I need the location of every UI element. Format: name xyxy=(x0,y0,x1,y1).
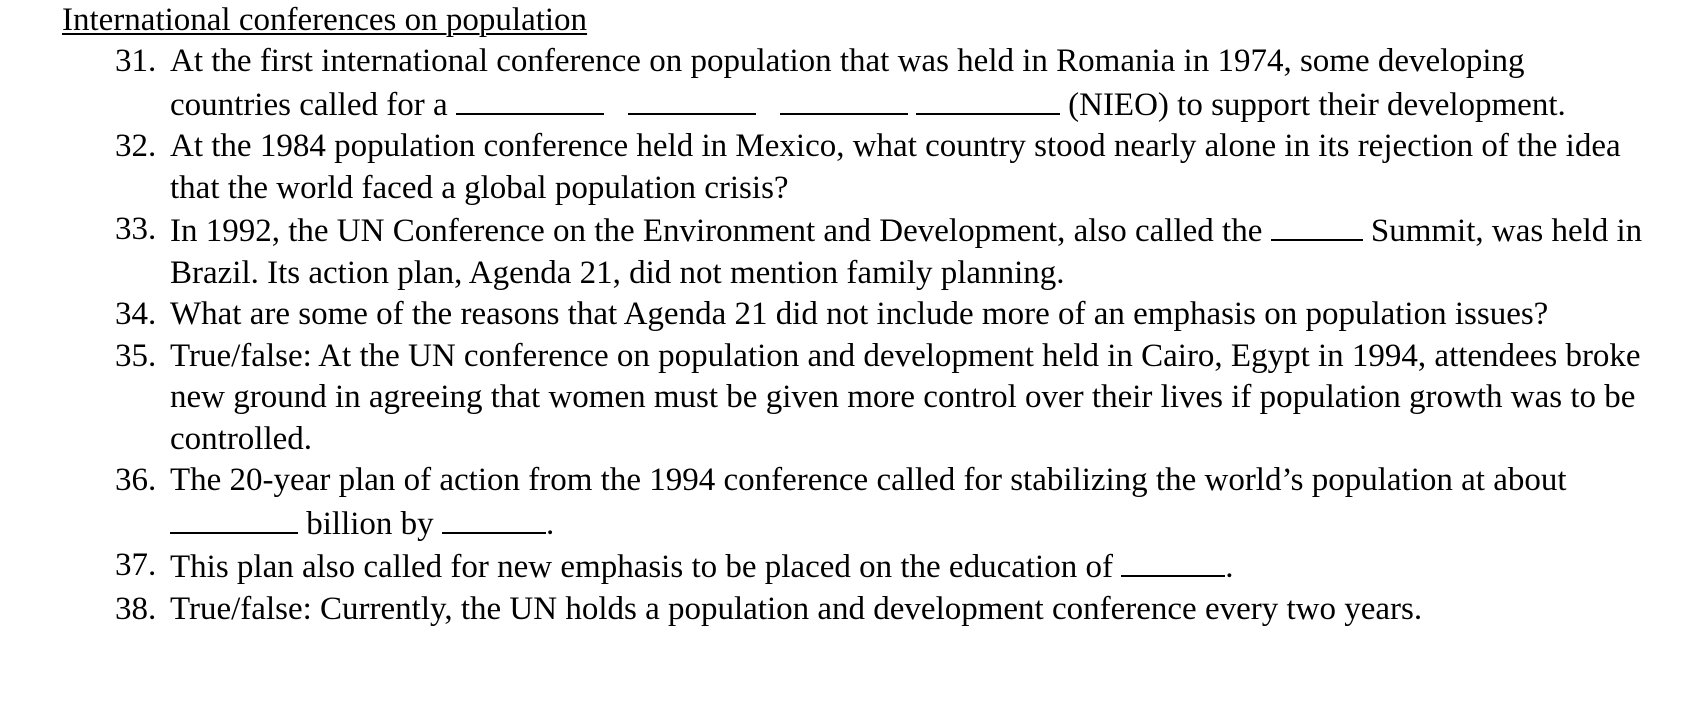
question-text-part: Summit, was held in Brazil. Its action plan, Agenda 21, did not mention family planning. xyxy=(170,213,1643,291)
question-text: What are some of the reasons that Agenda 21 did not include more of an emphasis on population issues? xyxy=(170,296,1549,332)
question-number: 35. xyxy=(115,337,157,374)
answer-blank[interactable] xyxy=(780,83,908,115)
answer-blank[interactable] xyxy=(170,502,298,534)
question-35 xyxy=(0,336,1650,461)
question-number: 38. xyxy=(115,590,157,627)
answer-blank[interactable] xyxy=(916,83,1060,115)
question-text-part: (NIEO) to support their development. xyxy=(1068,86,1566,123)
question-text-part: At the first international conference on population that was held in Romania in 1974, some developing countries called for a xyxy=(170,43,1525,123)
question-38 xyxy=(0,589,1650,631)
question-number: 37. xyxy=(115,547,157,583)
question-text xyxy=(170,545,1650,589)
question-37 xyxy=(0,545,1650,589)
question-text xyxy=(170,41,1650,126)
answer-blank[interactable] xyxy=(456,83,604,115)
question-34 xyxy=(0,294,1650,336)
question-text-part: . xyxy=(545,505,555,542)
question-31 xyxy=(0,41,1650,126)
question-text: True/false: At the UN conference on population and development held in Cairo, Egypt in 1994, attendees broke new ground in agreeing that women must be given more control over their lives if population growth was to be controlled. xyxy=(170,337,1641,457)
question-text-part: The 20-year plan of action from the 1994 conference called for stabilizing the world’s population at about xyxy=(170,462,1567,498)
question-text-part: In 1992, the UN Conference on the Environment and Development, also called the xyxy=(170,213,1263,249)
question-number: 34. xyxy=(115,296,157,332)
answer-blank[interactable] xyxy=(1121,545,1225,577)
question-text: At the 1984 population conference held in Mexico, what country stood nearly alone in its rejection of the idea that the world faced a global population crisis? xyxy=(170,128,1621,206)
question-text-part: . xyxy=(1225,549,1234,585)
answer-blank[interactable] xyxy=(628,83,756,115)
question-number: 36. xyxy=(115,462,157,498)
question-text-part: billion by xyxy=(306,505,434,542)
question-list xyxy=(0,41,1690,630)
question-32 xyxy=(0,126,1650,209)
section-heading: International conferences on population xyxy=(62,2,588,38)
question-text xyxy=(170,209,1650,294)
answer-blank[interactable] xyxy=(1271,209,1363,241)
question-text: True/false: Currently, the UN holds a population and development conference every two years. xyxy=(170,590,1423,627)
question-text-part: This plan also called for new emphasis to be placed on the education of xyxy=(170,549,1113,585)
question-text xyxy=(170,460,1650,545)
question-36 xyxy=(0,460,1650,545)
question-number: 31. xyxy=(115,43,157,79)
question-33 xyxy=(0,209,1650,294)
answer-blank[interactable] xyxy=(442,502,546,534)
question-number: 32. xyxy=(115,128,157,164)
question-number: 33. xyxy=(115,211,157,247)
